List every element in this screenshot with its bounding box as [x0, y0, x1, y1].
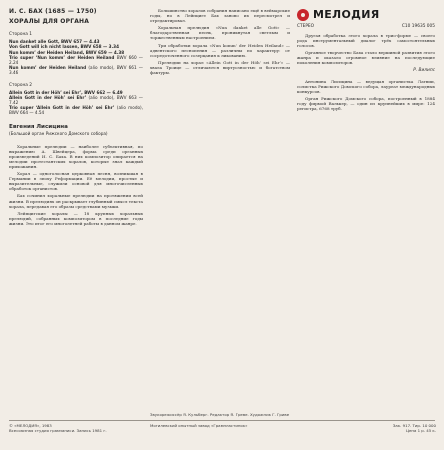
column-right: [297, 8, 435, 113]
recording-info: Всесоюзная студия грамзаписи. Запись 1981 г.: [9, 427, 107, 433]
body-paragraph: Другая обработка этого хорала в трио-форме — своего рода инструментальный диалог трёх самостоятельных голосов.: [297, 33, 435, 49]
body-paragraph: Три обработки хорала «Nun komm’ der Heiden Heiland» — адвентского песнопения — различны по характеру: от сосредоточенного созерцания к ликованию.: [150, 42, 290, 58]
album-title: ХОРАЛЫ ДЛЯ ОРГАНА: [9, 18, 90, 25]
composer-heading: И. С. БАХ (1685 — 1750): [9, 8, 97, 15]
body-paragraph: Органное творчество Баха стало вершиной развития этого жанра и оказало огромное влияние на последующие поколения композиторов.: [297, 50, 435, 66]
track-item: Trio super ‘Nun komm’ der Heiden Heiland BWV 660 — 2.24: [9, 54, 143, 65]
body-paragraph: Хоральная прелюдия «Nun danket alle Gott» — благодарственная песнь, проникнутая светлым и торжественным настроением.: [150, 25, 290, 41]
body-paragraph: Орган Рижского Домского собора, построенный в 1884 году фирмой Валькер, — один из крупнейших в мире: 124 регистра, 6768 труб.: [297, 95, 435, 112]
production-credits: Звукорежиссёр Я. Кульберг. Редактор Я. Греве. Художник Г. Гриве: [150, 412, 290, 417]
footer-right: [360, 424, 436, 434]
footer-center: [150, 424, 330, 429]
melodiya-logo-icon: [297, 9, 309, 21]
price: Цена 1 р. 45 к.: [405, 427, 436, 433]
tracklist-side-1: [9, 39, 143, 75]
catalog-number: С10 19635 005: [401, 24, 435, 29]
order-info: Зак. 917. Тир. 10 000: [392, 423, 436, 428]
catalog-info: [297, 24, 435, 29]
body-paragraph: Большинство хоралов собрания написано ещё в веймарские годы, но в Лейпциге Бах заново их пересмотрел и отредактировал.: [150, 8, 290, 24]
performer-name: Евгения Лисицина: [9, 123, 68, 130]
body-paragraph: Лейпцигские хоралы — 18 крупных хоральных прелюдий, собранных композитором в последние годы жизни. Это итог его многолетней работы в данном жанре.: [9, 210, 143, 226]
track-item: Nun danket alle Gott, BWV 657 — 4.43: [9, 39, 100, 45]
manufacturer: Могилевский опытный завод «Грампластинок»: [150, 423, 248, 428]
author-signature: Р. Вилипс: [413, 67, 435, 73]
column-middle: [150, 8, 290, 77]
copyright: © «МЕЛОДИЯ», 1983: [9, 423, 52, 428]
body-paragraph: Бах сочинил хоральные прелюдии на протяжении всей жизни. В прелюдиях он раскрывает глубинный смысл текста хорала, передавая его образы средствами музыки.: [9, 193, 143, 209]
label-brand: МЕЛОДИЯ: [313, 8, 380, 22]
track-item: Von Gott will ich nicht lassen, BWV 658 — 3.34: [9, 44, 120, 50]
body-paragraph: Прелюдии на хорал «Allein Gott in der Höh’ sei Ehr’» — хвала Троице — отличаются виртуозностью и богатством фактуры.: [150, 59, 290, 76]
performer-role: (Большой орган Рижского Домского собора): [9, 130, 108, 136]
tracklist-side-2: [9, 90, 143, 116]
column-left: [9, 8, 143, 228]
body-paragraph: Антонина Лисицина — ведущая органистка Латвии, солистка Рижского Домского собора, лауреат международных конкурсов.: [297, 78, 435, 94]
track-item: Allein Gott in der Höh’ sei Ehr’, BWV 662 — 6.49: [9, 89, 123, 95]
track-item: Nun komm’ der Heiden Heiland, BWV 659 — 4.38: [9, 49, 125, 55]
footer-left: [9, 424, 129, 434]
body-paragraph: Хорал — одноголосная церковная песня, возникшая в Германии в эпоху Реформации. Её мелодии, простые и выразительные, служили основой для многочисленных обработок органистов.: [9, 171, 143, 192]
side-2-label: Сторона 2: [9, 82, 33, 88]
footer-divider: [9, 420, 435, 421]
body-paragraph: Хоральные прелюдии — наиболее субъективная, по выражению А. Швейцера, форма среди органных произведений И. С. Баха. В них композитор опирается на мелодии протестантских хоралов, которые знал каждый прихожанин.: [9, 143, 143, 169]
side-1-label: Сторона 1: [9, 32, 33, 37]
melodiya-logo: [297, 8, 435, 22]
track-item: Nun komm’ der Heiden Heiland (alio modo), BWV 661 — 3.46: [9, 65, 143, 76]
track-item: Allein Gott in der Höh’ sei Ehr’ (alio modo), BWV 663 — 7.42: [9, 94, 143, 106]
stereo-mark: СТЕРЕО: [297, 24, 315, 29]
track-item: Trio super ‘Allein Gott in der Höh’ sei Ehr’ (alio modo), BWV 664 — 4.54: [9, 105, 144, 116]
